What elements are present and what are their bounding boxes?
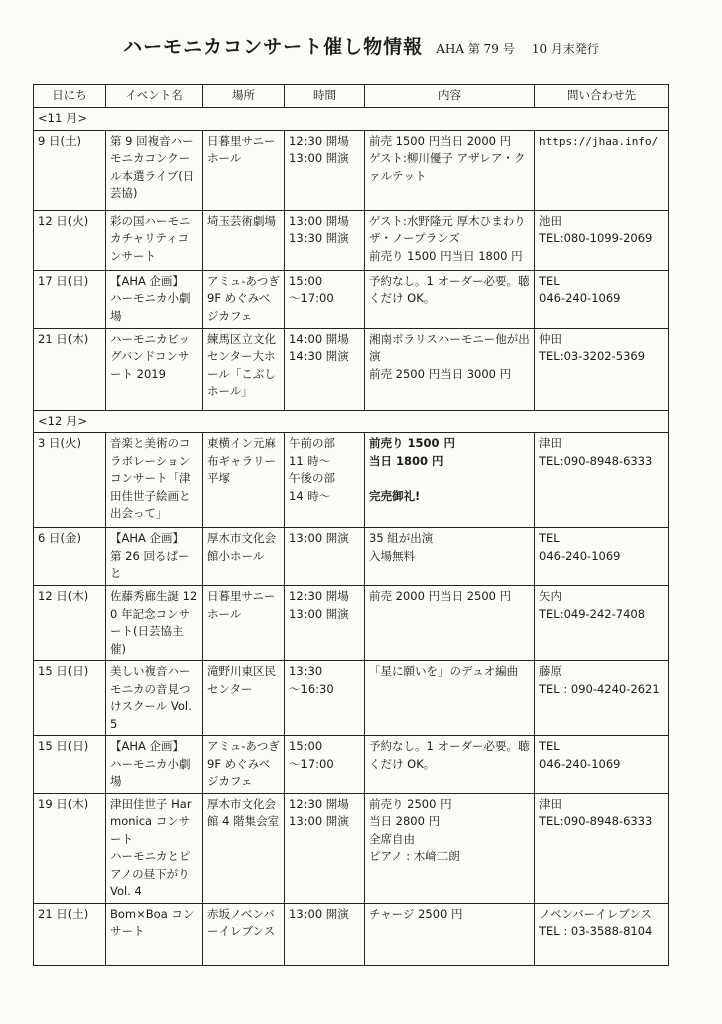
date-cell: 12 日(火) (34, 210, 106, 270)
page-title: ハーモニカコンサート催し物情報 (123, 36, 424, 58)
content-cell: チャージ 2500 円 (365, 903, 535, 965)
date-cell: 9 日(土) (34, 130, 106, 210)
contact-cell: TEL 046-240-1069 (535, 270, 669, 328)
schedule-table (33, 84, 669, 966)
date-cell: 15 日(日) (34, 736, 106, 794)
time-cell: 午前の部 11 時〜 午後の部 14 時〜 (285, 433, 365, 528)
col-header-date: 日にち (34, 85, 106, 108)
contact-cell: TEL 046-240-1069 (535, 528, 669, 586)
contact-cell: 池田 TEL:080-1099-2069 (535, 210, 669, 270)
content-cell: 前売り 2500 円 当日 2800 円 全席自由 ピアノ : 木﨑二朗 (365, 793, 535, 903)
month-label: <12 月> (34, 410, 669, 433)
col-header-event: イベント名 (106, 85, 203, 108)
time-cell: 13:30 〜16:30 (285, 661, 365, 736)
date-cell: 21 日(土) (34, 903, 106, 965)
content-cell: 前売り 1500 円 当日 1800 円 完売御礼! (365, 433, 535, 528)
contact-cell: 矢内 TEL:049-242-7408 (535, 586, 669, 661)
time-cell: 12:30 開場 13:00 開演 (285, 586, 365, 661)
table-row (34, 270, 669, 328)
time-cell: 15:00 〜17:00 (285, 736, 365, 794)
event-cell: 美しい複音ハーモニカの音見つけスクール Vol. 5 (106, 661, 203, 736)
table-row (34, 528, 669, 586)
date-cell: 21 日(木) (34, 328, 106, 410)
table-row (34, 736, 669, 794)
time-cell: 12:30 開場 13:00 開演 (285, 793, 365, 903)
venue-cell: アミュ-あつぎ 9F めぐみベジカフェ (203, 270, 285, 328)
content-cell: 予約なし。1 オーダー必要。聴くだけ OK。 (365, 270, 535, 328)
venue-cell: 滝野川東区民センター (203, 661, 285, 736)
venue-cell: 日暮里サニーホール (203, 586, 285, 661)
issue-date: 10 月末発行 (531, 42, 599, 56)
time-cell: 13:00 開場 13:30 開演 (285, 210, 365, 270)
table-row (34, 433, 669, 528)
col-header-venue: 場所 (203, 85, 285, 108)
venue-cell: 赤坂ノベンバーイレブンス (203, 903, 285, 965)
col-header-contact: 問い合わせ先 (535, 85, 669, 108)
date-cell: 15 日(日) (34, 661, 106, 736)
content-cell: 「星に願いを」のデュオ編曲 (365, 661, 535, 736)
contact-cell: https://jhaa.info/ (535, 130, 669, 210)
event-cell: 【AHA 企画】 ハーモニカ小劇場 (106, 736, 203, 794)
table-row (34, 903, 669, 965)
contact-cell: 仲田 TEL:03-3202-5369 (535, 328, 669, 410)
venue-cell: 東横イン元麻布ギャラリー平塚 (203, 433, 285, 528)
venue-cell: 埼玉芸術劇場 (203, 210, 285, 270)
content-cell: 35 組が出演 入場無料 (365, 528, 535, 586)
content-cell: 前売 1500 円当日 2000 円 ゲスト:柳川優子 アザレア・クァルテット (365, 130, 535, 210)
issue-number: AHA 第 79 号 (436, 42, 515, 56)
table-row (34, 661, 669, 736)
contact-cell: ノベンバーイレブンス TEL : 03-3588-8104 (535, 903, 669, 965)
table-row (34, 328, 669, 410)
contact-cell: 津田 TEL:090-8948-6333 (535, 433, 669, 528)
venue-cell: アミュ-あつぎ 9F めぐみベジカフェ (203, 736, 285, 794)
date-cell: 12 日(木) (34, 586, 106, 661)
content-cell: 湘南ポラリスハーモニー他が出演 前売 2500 円当日 3000 円 (365, 328, 535, 410)
event-cell: ハーモニカビッグバンドコンサート 2019 (106, 328, 203, 410)
header-row (34, 85, 669, 108)
date-cell: 3 日(火) (34, 433, 106, 528)
content-cell: 前売 2000 円当日 2500 円 (365, 586, 535, 661)
month-row-december (34, 410, 669, 433)
time-cell: 13:00 開演 (285, 528, 365, 586)
time-cell: 14:00 開場 14:30 開演 (285, 328, 365, 410)
time-cell: 15:00 〜17:00 (285, 270, 365, 328)
venue-cell: 練馬区立文化センター大ホール「こぶしホール」 (203, 328, 285, 410)
venue-cell: 日暮里サニーホール (203, 130, 285, 210)
event-cell: 音楽と美術のコラボレーションコンサート「津田佳世子絵画と出会って」 (106, 433, 203, 528)
table-row (34, 586, 669, 661)
time-cell: 13:00 開演 (285, 903, 365, 965)
col-header-time: 時間 (285, 85, 365, 108)
event-cell: 佐藤秀廊生誕 120 年記念コンサート(日芸協主催) (106, 586, 203, 661)
contact-cell: 藤原 TEL : 090-4240-2621 (535, 661, 669, 736)
content-cell: ゲスト:水野隆元 厚木ひまわり ザ・ノープランズ 前売り 1500 円当日 1800 円 (365, 210, 535, 270)
venue-cell: 厚木市文化会館 4 階集会室 (203, 793, 285, 903)
table-row (34, 793, 669, 903)
event-cell: Bom×Boa コンサート (106, 903, 203, 965)
date-cell: 17 日(日) (34, 270, 106, 328)
event-cell: 【AHA 企画】 ハーモニカ小劇場 (106, 270, 203, 328)
time-cell: 12:30 開場 13:00 開演 (285, 130, 365, 210)
contact-cell: TEL 046-240-1069 (535, 736, 669, 794)
document-header (0, 32, 722, 59)
col-header-content: 内容 (365, 85, 535, 108)
contact-cell: 津田 TEL:090-8948-6333 (535, 793, 669, 903)
table-row (34, 210, 669, 270)
date-cell: 19 日(木) (34, 793, 106, 903)
venue-cell: 厚木市文化会館小ホール (203, 528, 285, 586)
event-cell: 彩の国ハーモニカチャリティコンサート (106, 210, 203, 270)
event-cell: 津田佳世子 Harmonica コンサート ハーモニカとピアノの昼下がり Vol. 4 (106, 793, 203, 903)
date-cell: 6 日(金) (34, 528, 106, 586)
month-label: <11 月> (34, 108, 669, 131)
content-cell: 予約なし。1 オーダー必要。聴くだけ OK。 (365, 736, 535, 794)
table-row (34, 130, 669, 210)
event-cell: 第 9 回複音ハーモニカコンクール本選ライブ(日芸協) (106, 130, 203, 210)
month-row-november (34, 108, 669, 131)
event-cell: 【AHA 企画】 第 26 回るぱーと (106, 528, 203, 586)
